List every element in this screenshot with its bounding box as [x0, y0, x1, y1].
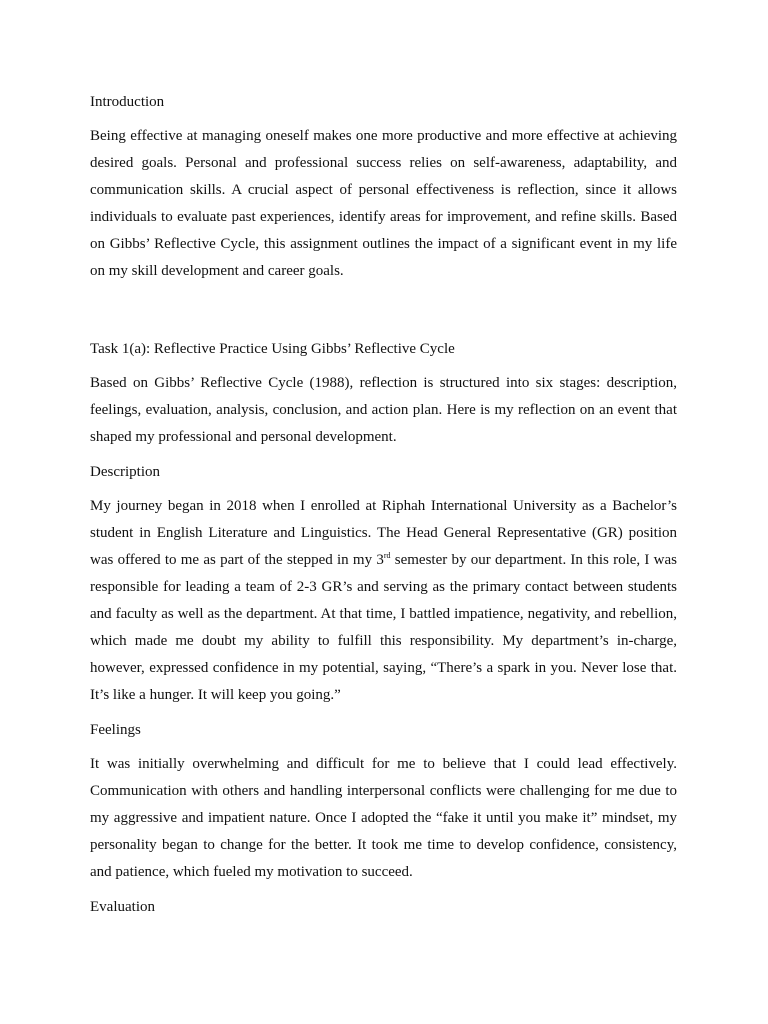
- description-paragraph: [90, 493, 677, 709]
- feelings-paragraph: It was initially overwhelming and difficult for me to believe that I could lead effectively. Communication with others and handling interpersonal conflicts were challenging for me due to my aggressive and impatient nature. Once I adopted the “fake it until you make it” mindset, my personality began to change for the better. It took me time to develop confidence, consistency, and patience, which fueled my motivation to succeed.: [90, 756, 677, 880]
- section-heading-task-1a: Task 1(a): Reflective Practice Using Gibbs’ Reflective Cycle: [90, 341, 455, 357]
- section-heading-feelings: Feelings: [90, 722, 141, 738]
- task-paragraph: Based on Gibbs’ Reflective Cycle (1988), reflection is structured into six stages: description, feelings, evaluation, analysis, conclusion, and action plan. Here is my reflection on an event that shaped my professional and personal development.: [90, 375, 677, 445]
- section-heading-introduction: Introduction: [90, 94, 165, 110]
- section-heading-evaluation: Evaluation: [90, 899, 155, 915]
- description-text-part-2: semester by our department. In this role, I was responsible for leading a team of 2-3 GR’s and serving as the primary contact between students and faculty as well as the department. At that time, I battled impatience, negativity, and rebellion, which made me doubt my ability to fulfill this responsibility. My department’s in-charge, however, expressed confidence in my potential, saying, “There’s a spark in you. Never lose that. It’s like a hunger. It will keep you going.”: [90, 552, 677, 703]
- section-heading-description: Description: [90, 464, 160, 480]
- description-text-part-1: My journey began in 2018 when I enrolled at Riphah International University as a Bachelor’s student in English Literature and Linguistics. The Head General Representative (GR) position was offered to me as part of the stepped in my 3: [90, 498, 677, 568]
- introduction-paragraph: Being effective at managing oneself makes one more productive and more effective at achieving desired goals. Personal and professional success relies on self-awareness, adaptability, and communication skills. A crucial aspect of personal effectiveness is reflection, since it allows individuals to evaluate past experiences, identify areas for improvement, and refine skills. Based on Gibbs’ Reflective Cycle, this assignment outlines the impact of a significant event in my life on my skill development and career goals.: [90, 128, 677, 279]
- document-body: [90, 91, 677, 928]
- ordinal-superscript: rd: [383, 551, 391, 560]
